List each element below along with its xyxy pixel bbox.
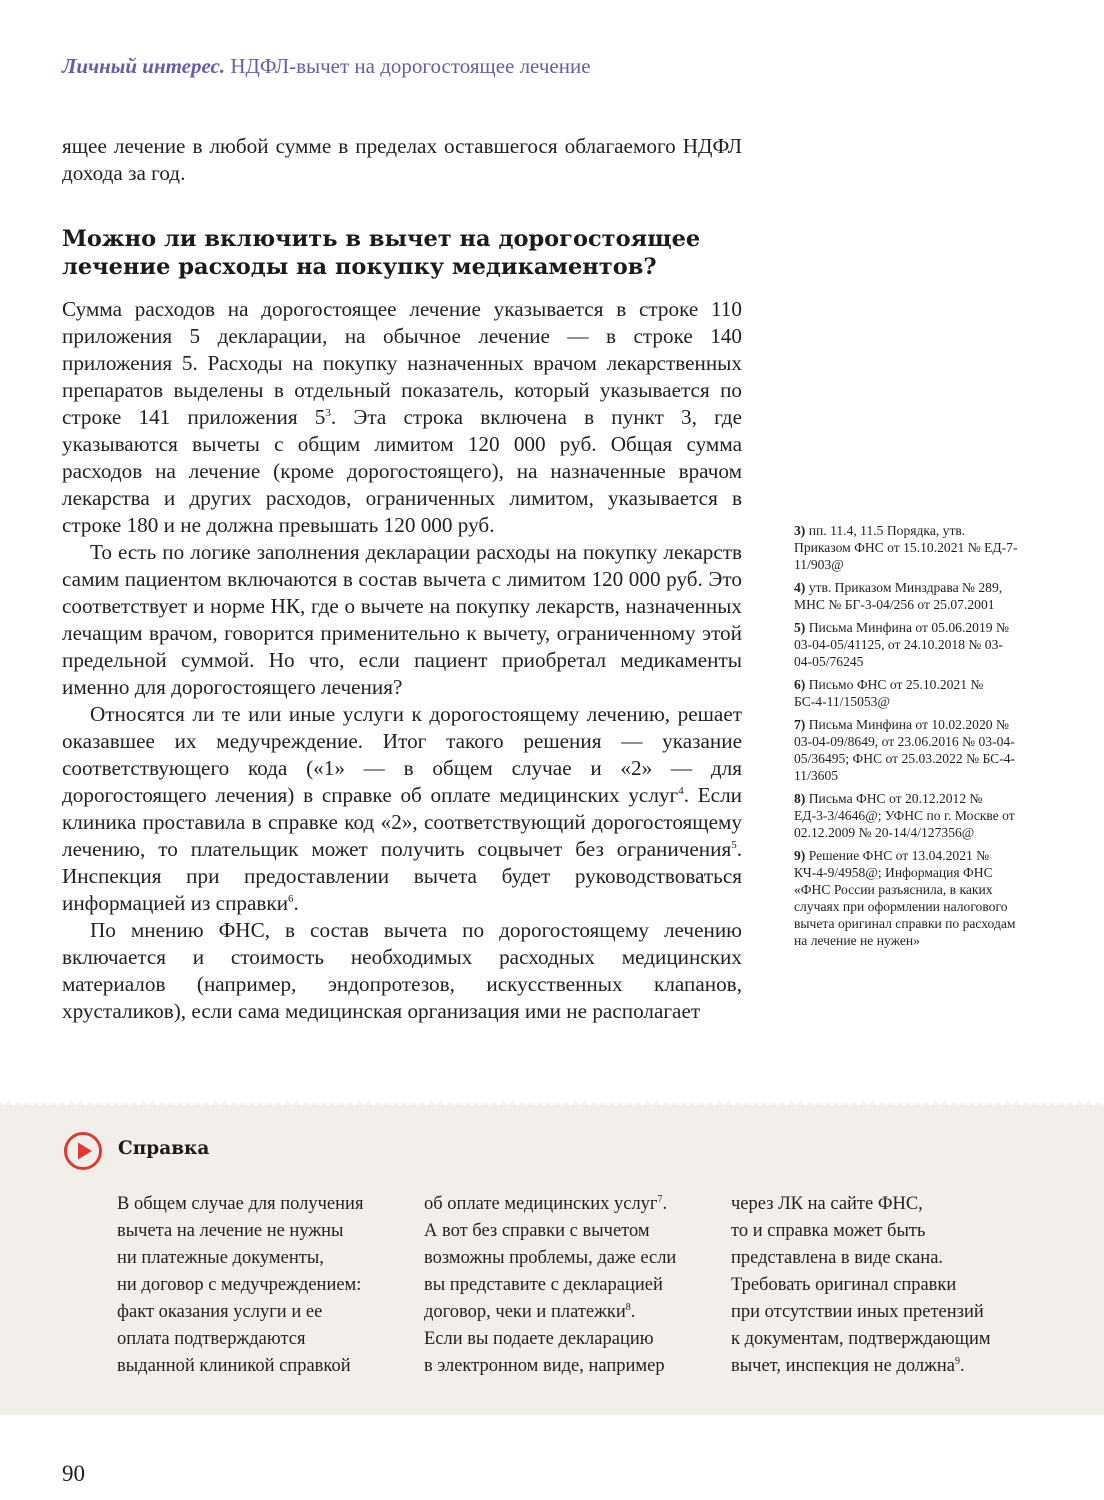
footnote [794, 579, 1019, 613]
reference-line: ни договор с медучреждением: [117, 1275, 362, 1295]
footnote-ref-6[interactable]: 6 [288, 892, 294, 905]
footnote-number: 4) [794, 580, 806, 595]
footnote-text: Письмо ФНС от 25.10.2021 № БС-4-11/15053@ [794, 677, 984, 709]
reference-line: при отсутствии иных претензий [731, 1302, 984, 1322]
reference-line-text: вычет, инспекция не должна [731, 1356, 955, 1376]
reference-column-2 [424, 1191, 714, 1380]
paragraph-4: По мнению ФНС, в состав вычета по дорогостоящему лечению включается и стоимость необходимых расходных медицинских материалов (например, эндопротезов, искусственных клапанов, хрусталиков), если сама медицинская организация ими не располагает [62, 918, 742, 1023]
reference-line: в электронном виде, например [424, 1356, 665, 1376]
reference-box [0, 1103, 1104, 1415]
reference-line: Если вы подаете декларацию [424, 1329, 654, 1349]
reference-line [731, 1353, 1021, 1380]
footnote-ref-3[interactable]: 3 [325, 406, 331, 419]
reference-line: вы представите с декларацией [424, 1275, 663, 1295]
footnote-text: Письма Минфина от 10.02.2020 № 03-04-09/8649, от 23.06.2016 № 03-04-05/36495; ФНС от 25.03.2022 № БС-4-11/3605 [794, 717, 1016, 783]
footnote-number: 3) [794, 523, 806, 538]
footnote-text: пп. 11.4, 11.5 Порядка, утв. Приказом ФНС от 15.10.2021 № ЕД-7-11/903@ [794, 523, 1018, 572]
paragraph-3-c: . Инспекция при предоставлении вычета будет руководствоваться информацией из справки [62, 837, 742, 915]
footnote [794, 619, 1019, 670]
footnote-number: 6) [794, 677, 806, 692]
paragraph-1-a: Сумма расходов на дорогостоящее лечение указывается в строке 110 приложения 5 декларации, на обычное лечение — в строке 140 приложения 5. Расходы на покупку назначенных врачом лекарственных препаратов выделены в отдельный показатель, который указывается по строке 141 приложения 5 [62, 297, 742, 429]
reference-line: представлена в виде скана. [731, 1248, 944, 1268]
footnote-ref-8[interactable]: 8 [625, 1301, 631, 1313]
reference-line: оплата подтверждаются [117, 1329, 306, 1349]
paragraph-3-b: . Если клиника проставила в справке код «2», соответствующий дорогостоящему лечению, то плательщик может получить соцвычет без ограничения [62, 783, 742, 861]
reference-line: возможны проблемы, даже если [424, 1248, 677, 1268]
intro-text: ящее лечение в любой сумме в пределах оставшегося облагаемого НДФЛ дохода за год. [62, 134, 742, 185]
running-head-section: Личный интерес. [62, 54, 226, 78]
play-circle-icon [63, 1131, 103, 1171]
paragraph-3-a: Относятся ли те или иные услуги к дорогостоящему лечению, решает оказавшее их медучреждение. Итог такого решения — указание соответствующего кода («1» — в общем случае и «2» — для дорогостоящего лечения) в справке об оплате медицинских услуг [62, 702, 742, 807]
reference-line: через ЛК на сайте ФНС, [731, 1194, 923, 1214]
footnote-number: 7) [794, 717, 806, 732]
footnote [794, 790, 1019, 841]
reference-line: вычета на лечение не нужны [117, 1221, 344, 1241]
reference-line [424, 1191, 714, 1218]
reference-line [424, 1299, 714, 1326]
paragraph-1-b: . Эта строка включена в пункт 3, где указываются вычеты с общим лимитом 120 000 руб. Общая сумма расходов на лечение (кроме дорогостоящего), на назначенные врачом лекарства и других расходов, ограниченных лимитом, указывается в строке 180 и не должна превышать 120 000 руб. [62, 405, 742, 537]
reference-line-end: . [630, 1302, 636, 1322]
reference-line: В общем случае для получения [117, 1194, 364, 1214]
running-head [62, 54, 591, 79]
footnote [794, 522, 1019, 573]
footnote-number: 9) [794, 848, 806, 863]
paragraph-3 [62, 701, 742, 917]
footnote [794, 847, 1019, 949]
footnote [794, 716, 1019, 784]
intro-paragraph [62, 133, 742, 187]
footnote-text: утв. Приказом Минздрава № 289, МНС № БГ-3-04/256 от 25.07.2001 [794, 580, 1003, 612]
footnote-text: Решение ФНС от 13.04.2021 № КЧ-4-9/4958@; Информация ФНС «ФНС России разъяснила, в каких случаях при оформлении налогового вычета оригинал справки по расходам на лечение не нужен» [794, 848, 1016, 948]
paragraph-1 [62, 296, 742, 539]
reference-line: Требовать оригинал справки [731, 1275, 957, 1295]
reference-column-1 [117, 1191, 407, 1380]
reference-line-text: договор, чеки и платежки [424, 1302, 626, 1322]
footnote-text: Письма ФНС от 20.12.2012 № ЕД-3-3/4646@; УФНС по г. Москве от 02.12.2009 № 20-14/4/127356@ [794, 791, 1015, 840]
footnote-text: Письма Минфина от 05.06.2019 № 03-04-05/41125, от 24.10.2018 № 03-04-05/76245 [794, 620, 1009, 669]
main-article [62, 296, 742, 1025]
reference-line: А вот без справки с вычетом [424, 1221, 650, 1241]
reference-line: факт оказания услуги и ее [117, 1302, 323, 1322]
reference-line: ни платежные документы, [117, 1248, 324, 1268]
reference-line-text: об оплате медицинских услуг [424, 1194, 658, 1214]
reference-title: Справка [118, 1138, 210, 1159]
reference-line: то и справка может быть [731, 1221, 926, 1241]
footnote-ref-5[interactable]: 5 [731, 838, 737, 851]
reference-line-end: . [959, 1356, 965, 1376]
footnote [794, 676, 1019, 710]
footnote-number: 8) [794, 791, 806, 806]
footnote-ref-7[interactable]: 7 [657, 1193, 663, 1205]
reference-line-end: . [662, 1194, 668, 1214]
running-head-title: НДФЛ-вычет на дорогостоящее лечение [230, 54, 591, 78]
reference-column-3 [731, 1191, 1021, 1380]
footnotes [794, 522, 1019, 955]
paragraph-2: То есть по логике заполнения декларации расходы на покупку лекарств самим пациентом включаются в состав вычета с лимитом 120 000 руб. Это соответствует и норме НК, где о вычете на покупку лекарств, назначенных лечащим врачом, говорится применительно к вычету, ограниченному этой предельной суммой. Но что, если пациент приобретал медикаменты именно для дорогостоящего лечения? [62, 540, 742, 699]
footnote-number: 5) [794, 620, 806, 635]
section-heading: Можно ли включить в вычет на дорогостоящее лечение расходы на покупку медикаментов? [62, 226, 701, 280]
footnote-ref-4[interactable]: 4 [678, 784, 684, 797]
footnote-ref-9[interactable]: 9 [954, 1355, 960, 1367]
reference-line: к документам, подтверждающим [731, 1329, 991, 1349]
page-number: 90 [62, 1461, 85, 1486]
paragraph-3-d: . [293, 891, 299, 915]
reference-line: выданной клиникой справкой [117, 1356, 351, 1376]
